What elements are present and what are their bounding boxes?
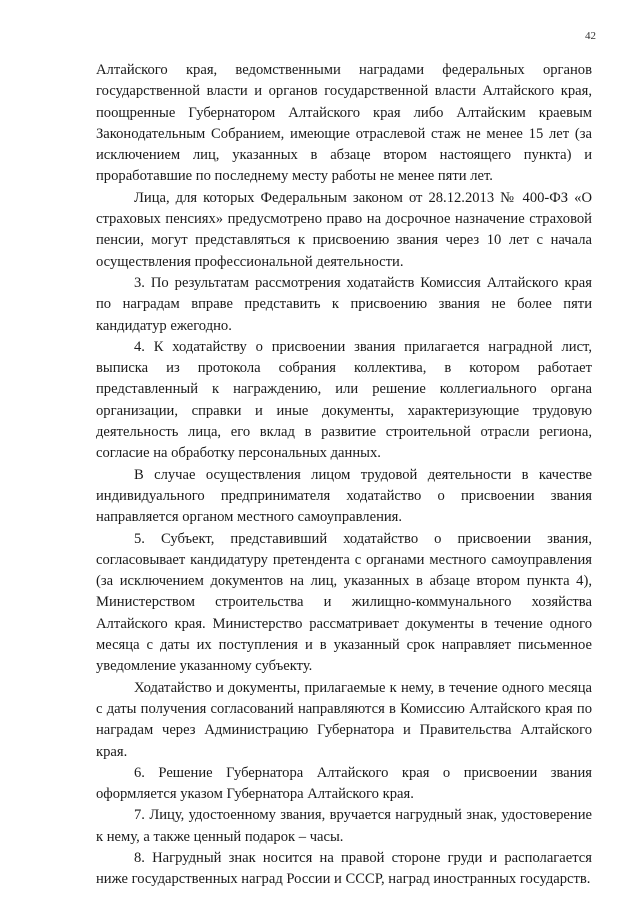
paragraph-item-6: 6. Решение Губернатора Алтайского края о присвоении звания оформляется указом Губернатора Алтайского края.	[96, 764, 592, 803]
paragraph-petition-documents: Ходатайство и документы, прилагаемые к нему, в течение одного месяца с даты получения согласований направляются в Комиссию Алтайского края по наградам через Администрацию Губернатора и Правительства Алтайского края.	[96, 679, 592, 760]
paragraph-item-7: 7. Лицу, удостоенному звания, вручается нагрудный знак, удостоверение к нему, а также ценный подарок – часы.	[96, 807, 592, 845]
paragraph-early-pension: Лица, для которых Федеральным законом от 28.12.2013 № 400-ФЗ «О страховых пенсиях» предусмотрено право на досрочное назначение страховой пенсии, могут представляться к присвоению звания через 10 лет с начала осуществления профессиональной деятельности.	[96, 189, 592, 270]
paragraph-item-3: 3. По результатам рассмотрения ходатайств Комиссия Алтайского края по наградам вправе представить к присвоению звания не более пяти кандидатур ежегодно.	[96, 274, 592, 334]
page-number: 42	[585, 30, 596, 42]
paragraph-continuation: Алтайского края, ведомственными наградами федеральных органов государственной власти и органов государственной власти Алтайского края, поощренные Губернатором Алтайского края либо Алтайским краевым Законодательным Собранием, имеющие отраслевой стаж не менее 15 лет (за исключением лиц, указанных в абзаце втором настоящего пункта) и проработавшие по последнему месту работы не менее пяти лет.	[96, 62, 592, 185]
paragraph-item-8: 8. Нагрудный знак носится на правой стороне груди и располагается ниже государственных наград России и СССР, наград иностранных государств.	[96, 849, 592, 888]
paragraph-individual-entrepreneur: В случае осуществления лицом трудовой деятельности в качестве индивидуального предпринимателя ходатайство о присвоении звания направляется органом местного самоуправления.	[96, 466, 592, 526]
paragraph-item-4: 4. К ходатайству о присвоении звания прилагается наградной лист, выписка из протокола собрания коллектива, в котором работает представленный к награждению, или решение коллегиального органа организации, справки и иные документы, характеризующие трудовую деятельность лица, его вклад в развитие строительной отрасли региона, согласие на обработку персональных данных.	[96, 338, 592, 462]
document-body	[96, 60, 592, 891]
paragraph-item-5: 5. Субъект, представивший ходатайство о присвоении звания, согласовывает кандидатуру претендента с органами местного самоуправления (за исключением документов на лиц, указанных в абзаце втором пункта 4), Министерством строительства и жилищно-коммунального хозяйства Алтайского края. Министерство рассматривает документы в течение одного месяца с даты их поступления и в указанный срок направляет письменное уведомление указанному субъекту.	[96, 530, 592, 675]
